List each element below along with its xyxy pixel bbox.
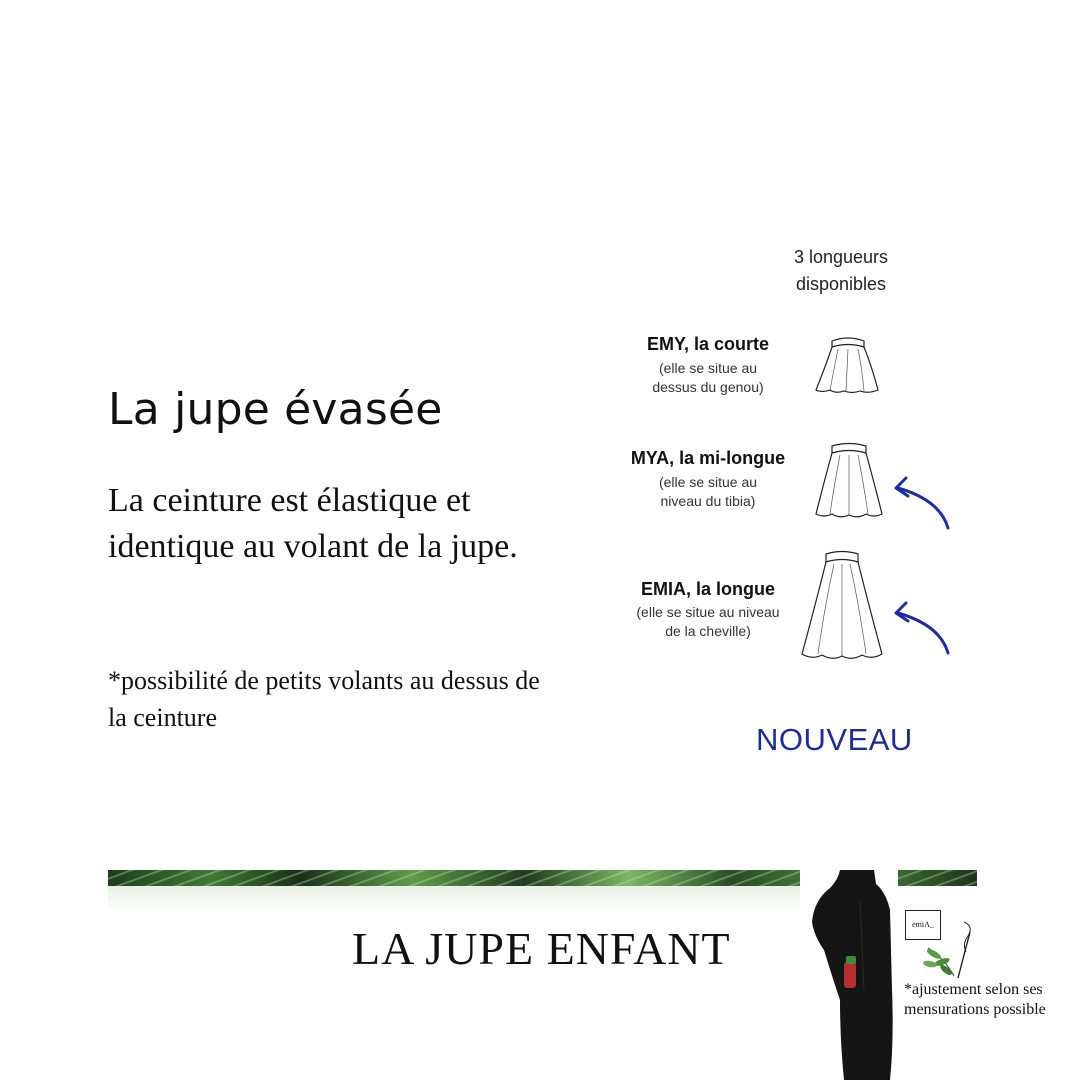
skirt-name-emy: EMY, la courte [646, 334, 770, 354]
skirt-detail-mya: (elle se situe au niveau du tibia) [658, 474, 758, 509]
leaf-needle-icon [918, 918, 978, 980]
adjustment-note: *ajustement selon ses mensurations possible [904, 981, 1046, 1018]
midi-skirt-icon [810, 442, 888, 522]
product-note: *possibilité de petits volants au dessus de la ceinture [108, 666, 540, 732]
kids-section-title: LA JUPE ENFANT [352, 923, 731, 974]
arrow-icon [888, 470, 958, 535]
brand-logo: emiA_ [905, 910, 941, 940]
new-badge: NOUVEAU [756, 722, 913, 757]
short-skirt-icon [812, 335, 884, 397]
skirt-name-emia: EMIA, la longue [640, 579, 775, 599]
product-description: La ceinture est élastique et identique au volant de la jupe. [108, 482, 518, 565]
lengths-heading: 3 longueurs disponibles [793, 247, 889, 294]
skirt-name-mya: MYA, la mi-longue [630, 448, 786, 468]
skirt-detail-emia: (elle se situe au niveau de la cheville) [636, 604, 780, 639]
banner-fade [108, 886, 808, 912]
model-photo [800, 870, 898, 1080]
long-skirt-icon [796, 550, 888, 666]
product-title: La jupe évasée [108, 384, 443, 435]
skirt-detail-emy: (elle se situe au dessus du genou) [652, 360, 764, 395]
arrow-icon [888, 595, 958, 660]
